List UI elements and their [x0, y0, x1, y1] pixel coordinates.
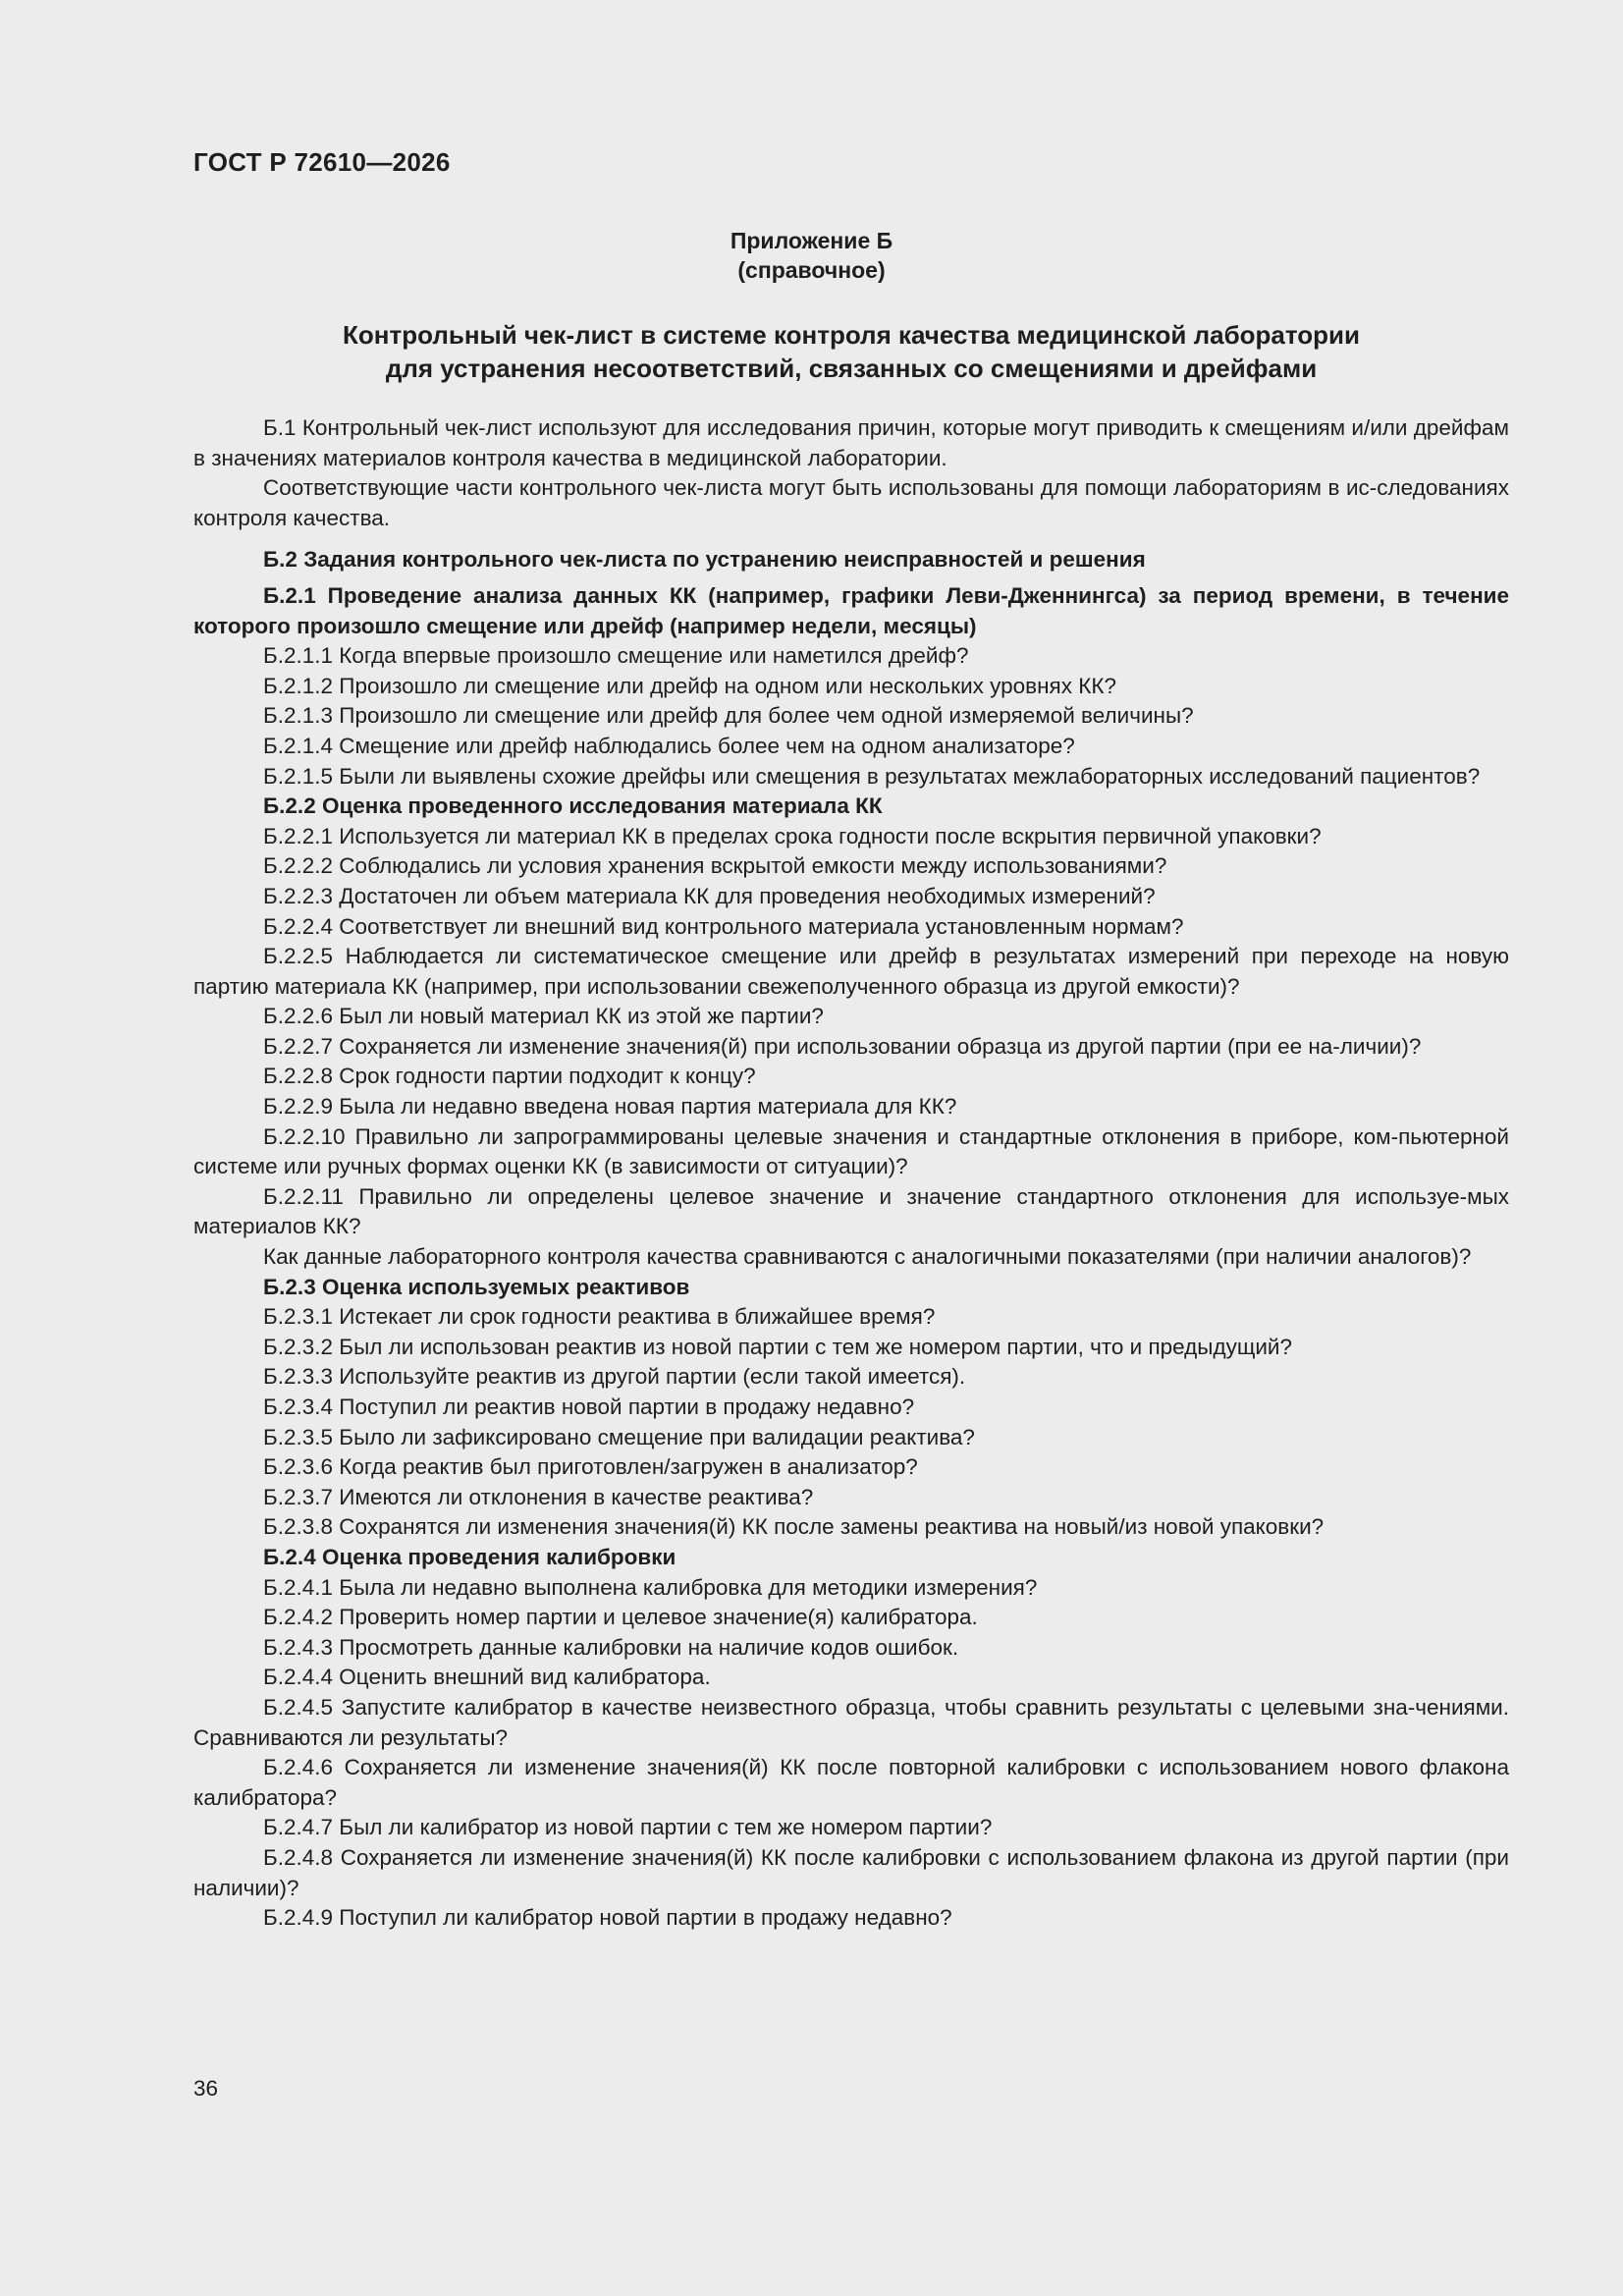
paragraph: Б.2.4.8 Сохраняется ли изменение значения(й) КК после калибровки с использованием флакона из другой партии (при наличии)? — [193, 1844, 1509, 1900]
paragraph: Б.2.2.11 Правильно ли определены целевое значение и значение стандартного отклонения для используе-мых материалов КК? — [193, 1183, 1509, 1239]
paragraph: Б.2.2.8 Срок годности партии подходит к концу? — [263, 1064, 756, 1089]
paragraph: Б.2.4.9 Поступил ли калибратор новой партии в продажу недавно? — [263, 1905, 952, 1931]
paragraph: Как данные лабораторного контроля качества сравниваются с аналогичными показателями (при наличии аналогов)? — [263, 1244, 1472, 1270]
paragraph: Б.2.1.1 Когда впервые произошло смещение или наметился дрейф? — [263, 643, 969, 669]
title-line-2: для устранения несоответствий, связанных со смещениями и дрейфами — [385, 354, 1318, 383]
page-number: 36 — [193, 2076, 219, 2101]
paragraph: Б.2.3.8 Сохранятся ли изменения значения(й) КК после замены реактива на новый/из новой упаковки? — [263, 1514, 1325, 1540]
paragraph: Б.2.4.7 Был ли калибратор из новой партии с тем же номером партии? — [263, 1815, 993, 1840]
section-heading: Б.2.2 Оценка проведенного исследования материала КК — [263, 793, 883, 819]
paragraph: Б.2.2.3 Достаточен ли объем материала КК для проведения необходимых измерений? — [263, 883, 1156, 908]
paragraph: Б.2.4.1 Была ли недавно выполнена калибровка для методики измерения? — [263, 1574, 1038, 1600]
paragraph: Б.2.2.5 Наблюдается ли систематическое смещение или дрейф в результатах измерений при переходе на новую партию материала КК (например, при использовании свежеполученного образца из другой емкости)? — [193, 944, 1509, 999]
section-heading: Б.2.1 Проведение анализа данных КК (например, графики Леви-Дженнингса) за период времени, в течение которого произошло смещение или дрейф (например недели, месяцы) — [193, 582, 1509, 638]
paragraph: Соответствующие части контрольного чек-листа могут быть использованы для помощи лабораториям в ис-следованиях контроля качества. — [193, 475, 1509, 530]
paragraph: Б.2.1.4 Смещение или дрейф наблюдались более чем на одном анализаторе? — [263, 733, 1075, 758]
paragraph: Б.2.3.7 Имеются ли отклонения в качестве реактива? — [263, 1484, 814, 1509]
appendix-type: (справочное) — [737, 257, 886, 283]
paragraph: Б.2.3.4 Поступил ли реактив новой партии в продажу недавно? — [263, 1394, 915, 1419]
paragraph: Б.2.2.10 Правильно ли запрограммированы целевые значения и стандартные отклонения в приборе, ком-пьютерной системе или ручных формах оценки КК (в зависимости от ситуации)? — [193, 1123, 1509, 1179]
paragraph: Б.2.4.6 Сохраняется ли изменение значения(й) КК после повторной калибровки с использованием нового флакона калибратора? — [193, 1755, 1509, 1810]
paragraph: Б.2.3.1 Истекает ли срок годности реактива в ближайшее время? — [263, 1304, 936, 1330]
paragraph: Б.2.2.6 Был ли новый материал КК из этой же партии? — [263, 1004, 824, 1029]
paragraph: Б.2.3.5 Было ли зафиксировано смещение при валидации реактива? — [263, 1424, 975, 1449]
paragraph: Б.2.2.7 Сохраняется ли изменение значения(й) при использовании образца из другой партии (при ее на-личии)? — [263, 1033, 1422, 1059]
paragraph: Б.2.2.9 Была ли недавно введена новая партия материала для КК? — [263, 1094, 957, 1120]
paragraph: Б.2.2.4 Соответствует ли внешний вид контрольного материала установленным нормам? — [263, 913, 1184, 939]
paragraph: Б.2.2.2 Соблюдались ли условия хранения вскрытой емкости между использованиями? — [263, 853, 1167, 879]
paragraph: Б.2.3.3 Используйте реактив из другой партии (если такой имеется). — [263, 1364, 966, 1390]
paragraph: Б.1 Контрольный чек-лист используют для исследования причин, которые могут приводить к смещениям и/или дрейфам в значениях материалов контроля качества в медицинской лаборатории. — [193, 415, 1509, 470]
document-code: ГОСТ Р 72610—2026 — [193, 147, 451, 177]
appendix-heading — [0, 226, 1623, 285]
section-heading: Б.2.3 Оценка используемых реактивов — [263, 1274, 690, 1299]
title-line-1: Контрольный чек-лист в системе контроля качества медицинской лаборатории — [343, 320, 1360, 350]
appendix-label: Приложение Б — [730, 228, 893, 253]
page-title — [193, 318, 1509, 385]
paragraph: Б.2.1.2 Произошло ли смещение или дрейф на одном или нескольких уровнях КК? — [263, 673, 1116, 698]
paragraph: Б.2.4.5 Запустите калибратор в качестве неизвестного образца, чтобы сравнить результаты с целевыми зна-чениями. Сравниваются ли результаты? — [193, 1694, 1509, 1750]
section-heading: Б.2 Задания контрольного чек-листа по устранению неисправностей и решения — [263, 547, 1146, 573]
paragraph: Б.2.3.2 Был ли использован реактив из новой партии с тем же номером партии, что и предыдущий? — [263, 1334, 1292, 1359]
document-body — [193, 413, 1509, 1934]
section-heading: Б.2.4 Оценка проведения калибровки — [263, 1544, 676, 1569]
paragraph: Б.2.3.6 Когда реактив был приготовлен/загружен в анализатор? — [263, 1454, 918, 1480]
paragraph: Б.2.1.5 Были ли выявлены схожие дрейфы или смещения в результатах межлабораторных исследований пациентов? — [263, 763, 1481, 789]
paragraph: Б.2.1.3 Произошло ли смещение или дрейф для более чем одной измеряемой величины? — [263, 703, 1194, 729]
paragraph: Б.2.4.3 Просмотреть данные калибровки на наличие кодов ошибок. — [263, 1634, 959, 1660]
paragraph: Б.2.4.4 Оценить внешний вид калибратора. — [263, 1665, 711, 1690]
paragraph: Б.2.2.1 Используется ли материал КК в пределах срока годности после вскрытия первичной упаковки? — [263, 823, 1322, 848]
paragraph: Б.2.4.2 Проверить номер партии и целевое значение(я) калибратора. — [263, 1605, 978, 1630]
